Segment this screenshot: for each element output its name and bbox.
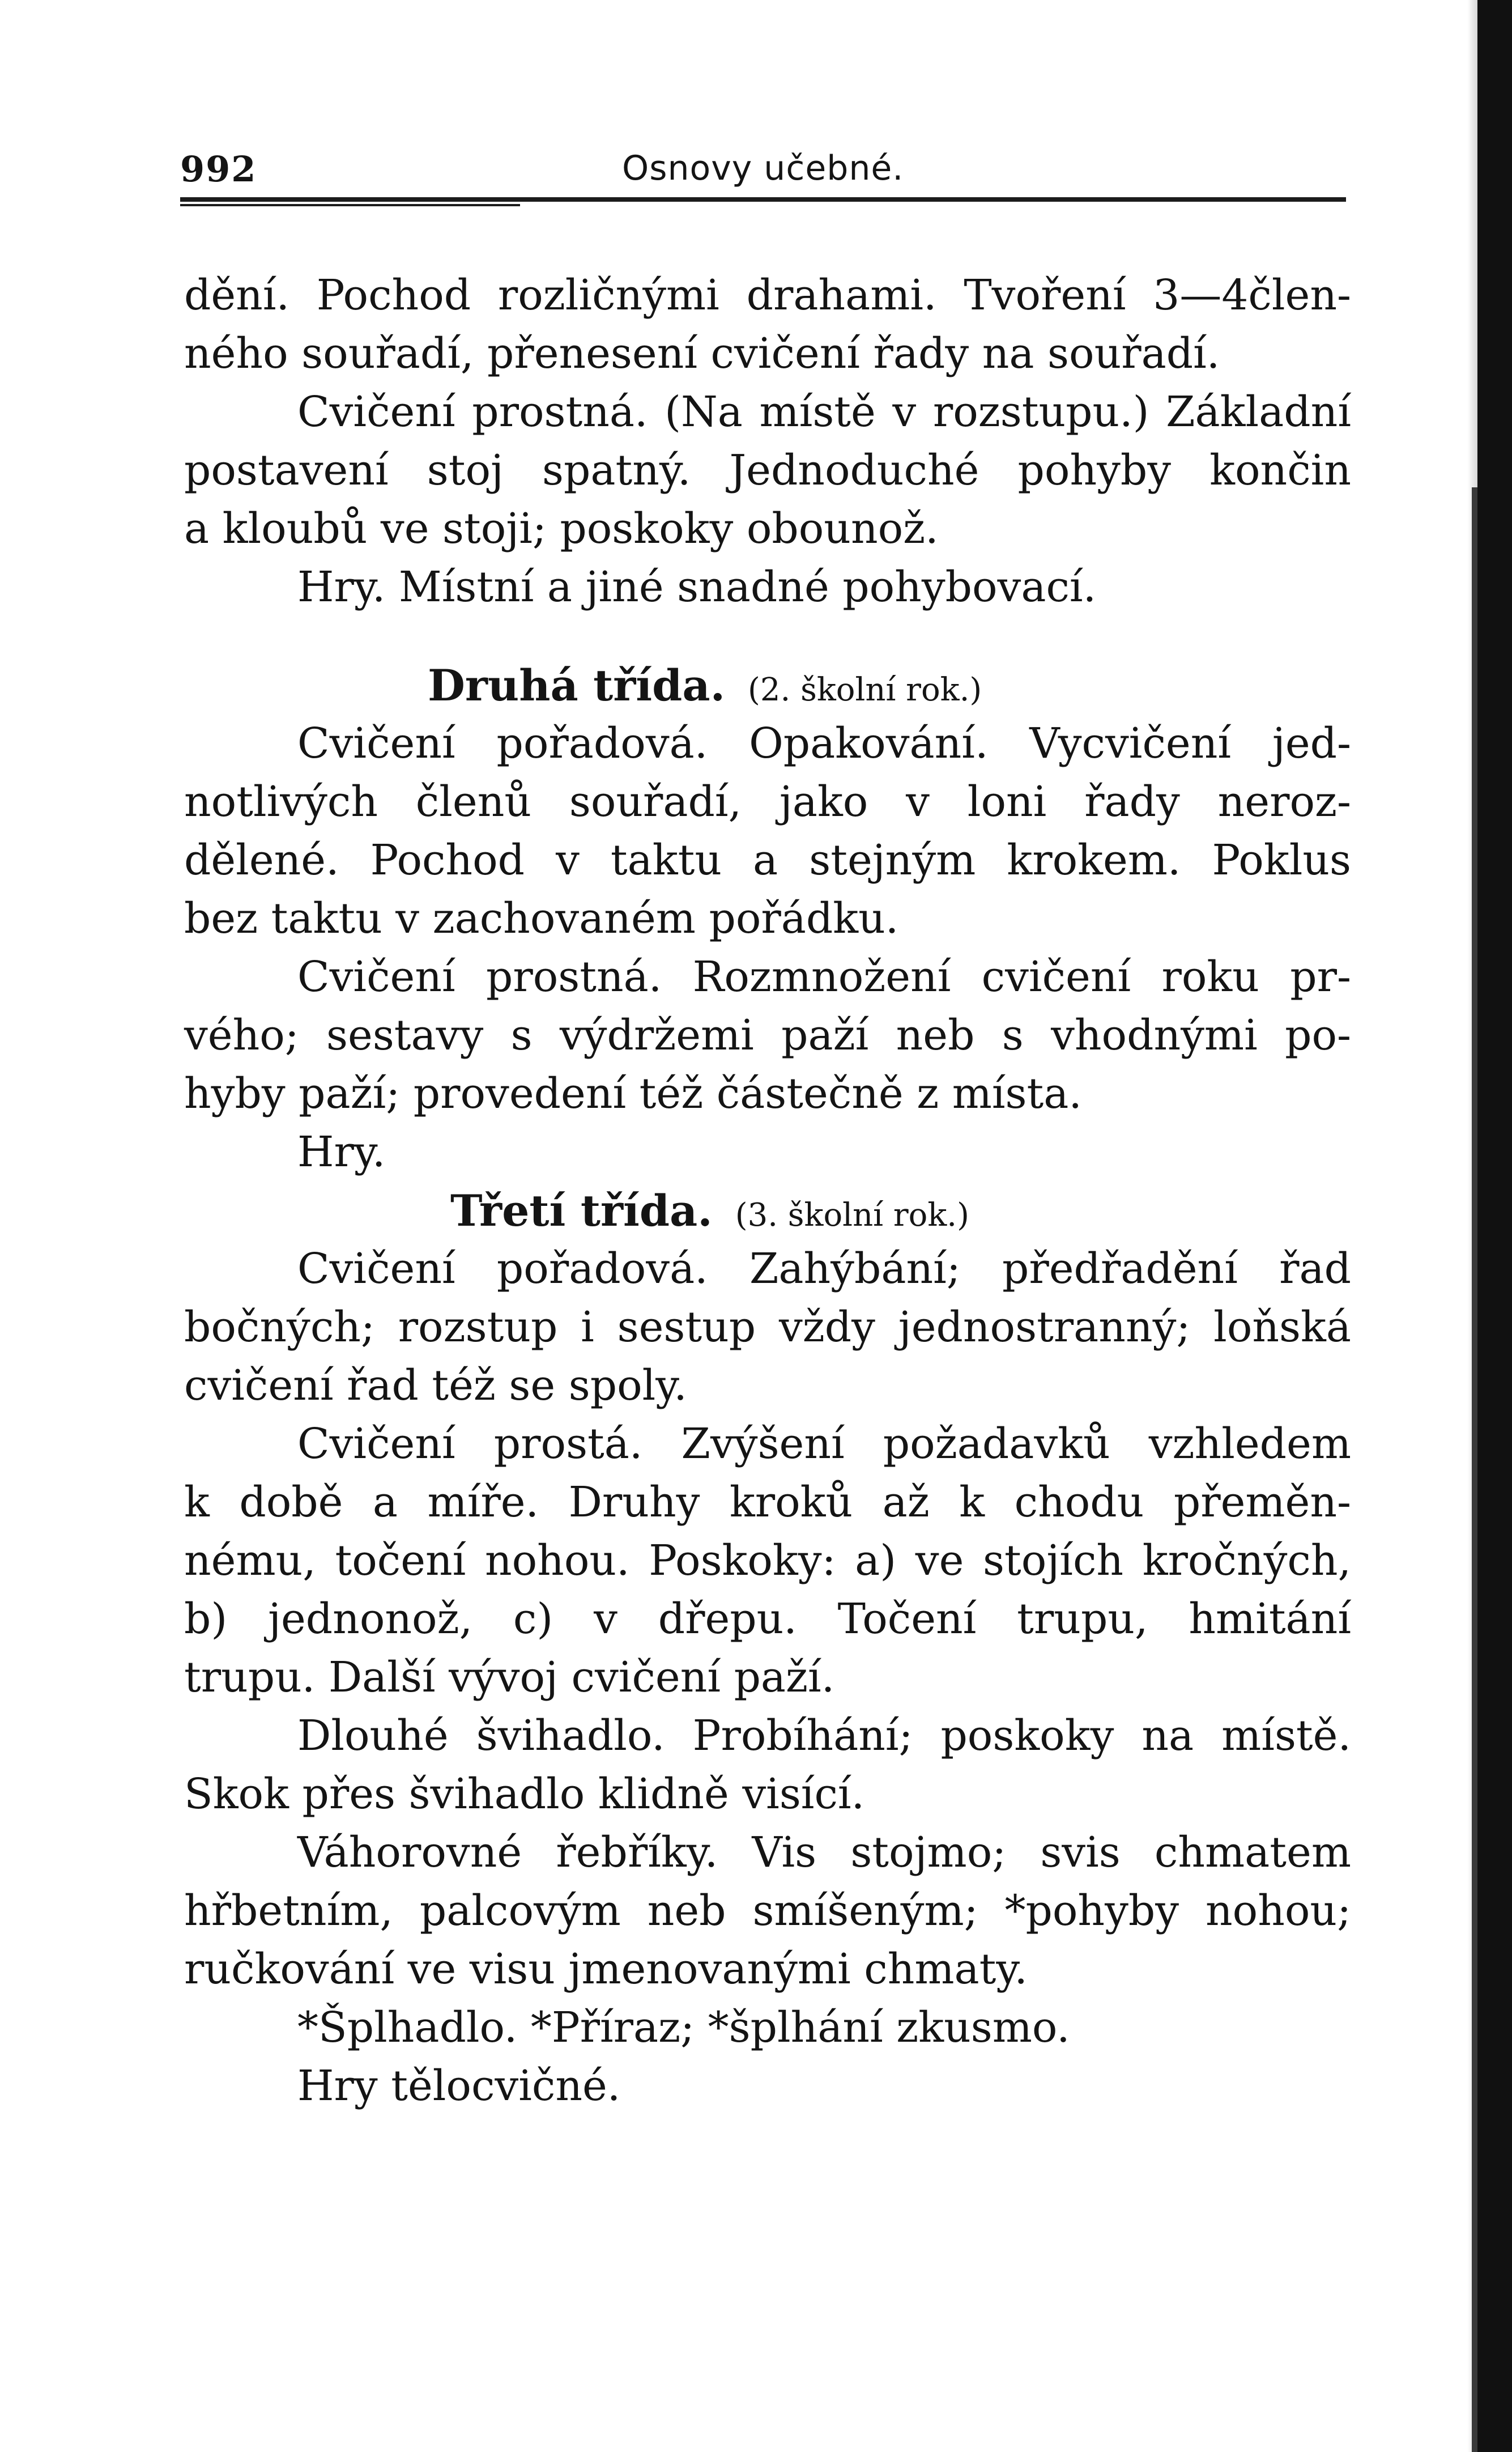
header-rule-underline xyxy=(180,204,520,206)
text-line: Hry tělocvičné. xyxy=(297,2062,621,2110)
text-line: nému, točení nohou. Poskoky: a) ve stojích kročných, xyxy=(184,1536,1351,1585)
text-line: vého; sestavy s výdržemi paží neb s vhodnými po- xyxy=(184,1011,1351,1060)
section-title: Druhá třída. xyxy=(428,660,726,711)
page-number: 992 xyxy=(180,148,257,190)
text-line: bez taktu v zachovaném pořádku. xyxy=(184,894,899,943)
text-line: Cvičení pořadová. Zahýbání; předřadění řad xyxy=(297,1244,1351,1293)
text-line: Hry. xyxy=(297,1128,386,1176)
text-line: dělené. Pochod v taktu a stejným krokem. Poklus xyxy=(184,836,1351,885)
text-line: *Šplhadlo. *Příraz; *šplhání zkusmo. xyxy=(297,2003,1070,2052)
text-line: Hry. Místní a jiné snadné pohybovací. xyxy=(297,563,1097,611)
text-line: Skok přes švihadlo klidně visící. xyxy=(184,1770,865,1818)
text-line: b) jednonož, c) v dřepu. Točení trupu, hmitání xyxy=(184,1595,1351,1643)
running-head: Osnovy učebné. xyxy=(622,148,904,188)
text-line: Cvičení prostná. (Na místě v rozstupu.) Základní xyxy=(297,388,1351,436)
text-line: hřbetním, palcovým neb smíšeným; *pohyby nohou; xyxy=(184,1886,1351,1935)
text-line: ručkování ve visu jmenovanými chmaty. xyxy=(184,1945,1028,1994)
text-line: bočných; rozstup i sestup vždy jednostranný; loňská xyxy=(184,1303,1351,1352)
text-line: Cvičení prostná. Rozmnožení cvičení roku pr- xyxy=(297,953,1351,1001)
text-line: trupu. Další vývoj cvičení paží. xyxy=(184,1653,835,1702)
text-line: Cvičení pořadová. Opakování. Vycvičení jed- xyxy=(297,719,1351,768)
text-line: Váhorovné řebříky. Vis stojmo; svis chmatem xyxy=(297,1828,1351,1877)
text-line: Cvičení prostá. Zvýšení požadavků vzhledem xyxy=(297,1420,1351,1468)
text-line: cvičení řad též se spoly. xyxy=(184,1361,687,1410)
text-line: Dlouhé švihadlo. Probíhání; poskoky na místě. xyxy=(297,1711,1351,1760)
text-line: notlivých členů souřadí, jako v loni řady neroz- xyxy=(184,777,1351,826)
body-text xyxy=(184,266,1351,2115)
section-subtitle: (3. školní rok.) xyxy=(735,1197,969,1234)
section-title: Třetí třída. xyxy=(450,1185,713,1236)
text-line: hyby paží; provedení též částečně z místa. xyxy=(184,1069,1082,1118)
scan-border xyxy=(1477,0,1512,2452)
text-line: ného souřadí, přenesení cvičení řady na souřadí. xyxy=(184,329,1220,378)
scan-border-inner xyxy=(1472,487,1477,2452)
text-line: a kloubů ve stoji; poskoky obounož. xyxy=(184,504,939,553)
text-line: postavení stoj spatný. Jednoduché pohyby končin xyxy=(184,446,1351,495)
section-subtitle: (2. školní rok.) xyxy=(748,672,982,708)
section-heading-second-class xyxy=(184,656,1351,715)
text-line: dění. Pochod rozličnými drahami. Tvoření 3—4člen- xyxy=(184,271,1351,320)
section-heading-third-class xyxy=(184,1182,1351,1240)
text-line: k době a míře. Druhy kroků až k chodu přeměn- xyxy=(184,1478,1351,1527)
header-rule xyxy=(180,197,1346,202)
